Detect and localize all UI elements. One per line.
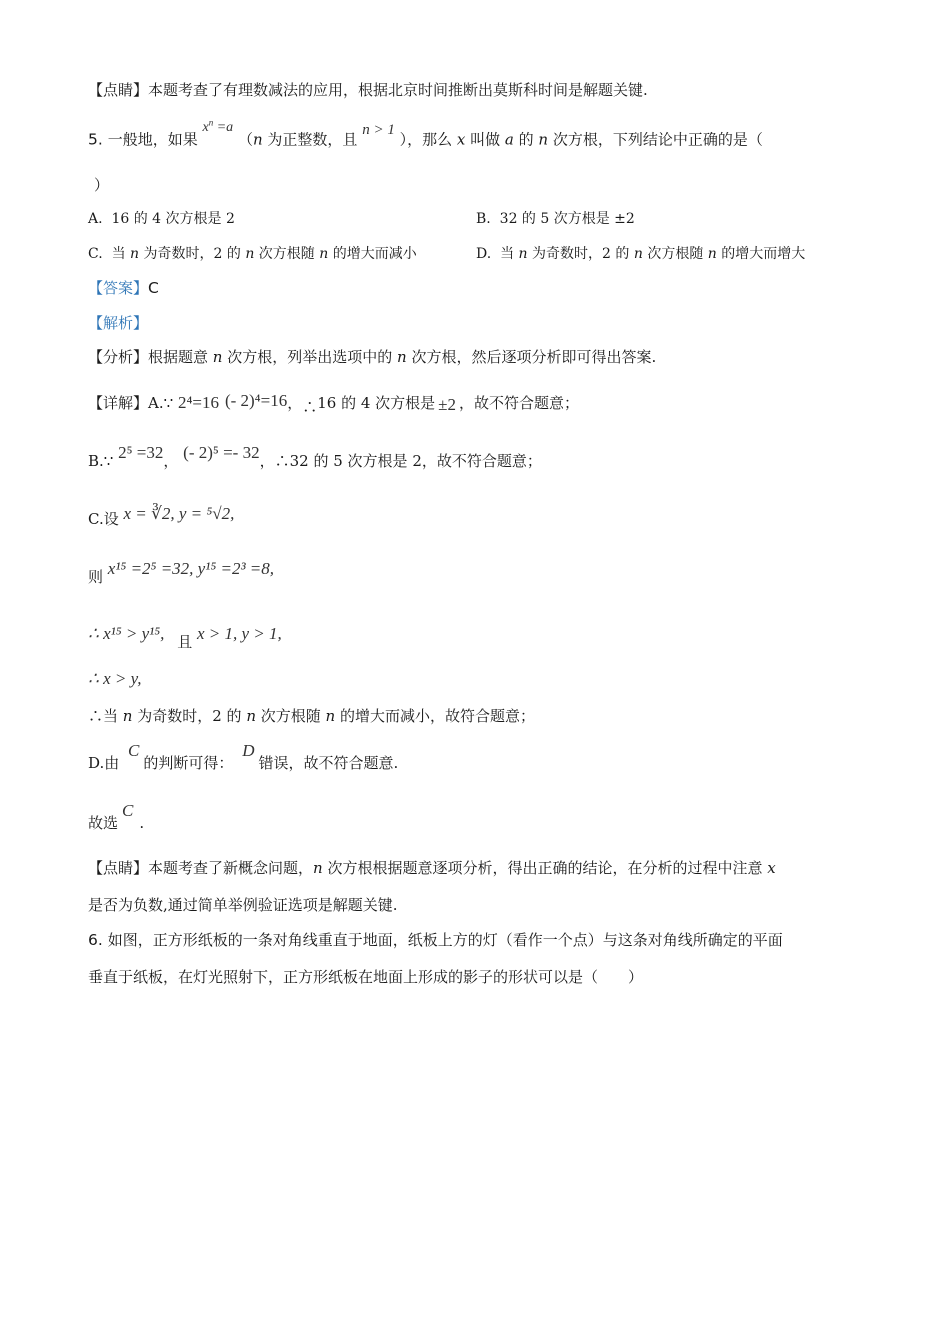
- option-d-t1: 当: [500, 246, 519, 262]
- option-d-letter: D.: [476, 246, 492, 262]
- xiangjie-t1: 16 的 4 次方根是: [317, 394, 436, 412]
- xiangjie-a-prefix: A.∵: [148, 394, 178, 412]
- line-c5: [88, 705, 535, 727]
- dianjing2-line-1: [88, 857, 776, 879]
- option-c-n3: n: [319, 246, 329, 262]
- option-b-letter: B.: [476, 211, 491, 227]
- line-d-d: D: [242, 741, 255, 760]
- option-c-letter: C.: [88, 246, 103, 262]
- option-c-t1: 当: [111, 246, 131, 262]
- option-a-text: 16 的 4 次方根是 2: [111, 211, 235, 227]
- question-6-number: 6.: [88, 931, 108, 949]
- guxuan-end: .: [139, 814, 145, 832]
- question-5-number: 5.: [88, 130, 108, 149]
- line-c5-n2: n: [246, 707, 256, 725]
- question-6-line-1: [88, 929, 783, 951]
- fenxi-t2: 次方根，列举出选项中的: [222, 348, 398, 366]
- q5-text-5: 叫做: [470, 130, 501, 149]
- dianjing2-line-2: 是否为负数,通过简单举例验证选项是解题关键.: [88, 896, 398, 914]
- q5-text-7: 次方根，下列结论中正确的是（: [552, 130, 763, 149]
- q5-text-4: ），那么: [399, 130, 453, 149]
- option-b-text: 32 的 5 次方根是 ±2: [499, 211, 635, 227]
- dianjing2-label: 【点睛】: [88, 859, 149, 877]
- dianjing-label: 【点睛】: [88, 81, 149, 99]
- line-d-prefix: D.由: [88, 754, 120, 772]
- line-c3-math-2: x > 1, y > 1,: [196, 624, 282, 643]
- option-c-n2: n: [245, 246, 255, 262]
- option-c-t4: 的增大而减小: [328, 246, 417, 262]
- q5-text-6: 的: [518, 130, 534, 149]
- option-b[interactable]: [476, 208, 635, 230]
- line-b-sep1: ，: [163, 452, 179, 470]
- line-b-t1: ∴32 的 5 次方根是 2，故不符合题意；: [274, 452, 542, 470]
- q5-math-power: [202, 117, 234, 135]
- analysis-label: 【解析】: [88, 314, 149, 332]
- q5-math-n-gt-1: n > 1: [362, 121, 395, 138]
- question-6-line-2: 垂直于纸板，在灯光照射下，正方形纸板在地面上形成的影子的形状可以是（ ）: [88, 968, 644, 986]
- xiangjie-label: 【详解】: [88, 394, 149, 412]
- line-c5-n1: n: [122, 707, 133, 725]
- option-d-n3: n: [707, 246, 717, 262]
- fenxi-n2: n: [397, 348, 407, 366]
- fenxi-t1: 根据题意: [148, 348, 213, 366]
- xiangjie-pm2: ±2: [438, 395, 457, 414]
- q5-text-3: 为正整数，且: [262, 130, 358, 149]
- fenxi-t3: 次方根，然后逐项分析即可得出答案.: [406, 348, 657, 366]
- question-6-t1: 如图，正方形纸板的一条对角线重直于地面，纸板上方的灯（看作一个点）与这条对角线所确定的平面: [107, 931, 783, 949]
- dianjing-line: [88, 79, 648, 101]
- line-c5-t4: 的增大而减小，故符合题意；: [335, 707, 535, 725]
- xiangjie-a-line: [88, 392, 579, 414]
- dianjing2-n: n: [313, 859, 323, 877]
- line-b-prefix: B.∵: [88, 452, 119, 470]
- answer-line: [88, 277, 159, 299]
- option-d-t4: 的增大而增大: [716, 246, 806, 262]
- option-d[interactable]: [476, 243, 805, 265]
- question-5-stem: [88, 117, 763, 153]
- line-b-math-2: (- 2)⁵ =- 32: [183, 443, 260, 462]
- line-d-t1: 的判断可得：: [143, 754, 234, 772]
- line-c5-t2: 为奇数时，2 的: [132, 707, 247, 725]
- line-c4-math: ∴ x > y,: [88, 669, 142, 688]
- line-c5-t3: 次方根随: [255, 707, 326, 725]
- guxuan-line: [88, 801, 145, 834]
- q5-var-n2: n: [533, 130, 553, 149]
- line-c1-math: x = ∛2, y = ⁵√2,: [123, 504, 235, 523]
- line-d-t2: 错误，故不符合题意.: [258, 754, 399, 772]
- fenxi-n1: n: [212, 348, 223, 366]
- line-b-math-1: 2⁵ =32: [118, 443, 164, 462]
- xiangjie-math-2: (- 2)⁴=16: [224, 391, 288, 410]
- line-c3-math-1: ∴ x¹⁵ > y¹⁵,: [88, 624, 165, 643]
- xiangjie-therefore: ∴: [302, 398, 318, 416]
- q5-math-rest: =a: [213, 119, 234, 135]
- line-c2-math: x¹⁵ =2⁵ =32, y¹⁵ =2³ =8,: [107, 559, 275, 578]
- line-c1-prefix: C.设: [88, 510, 124, 528]
- answer-value: C: [148, 279, 159, 297]
- option-a[interactable]: [88, 208, 235, 230]
- answer-label: 【答案】: [88, 279, 149, 297]
- option-d-n2: n: [633, 246, 643, 262]
- line-b-sep2: ，: [259, 452, 275, 470]
- q5-close-paren: ）: [94, 176, 110, 194]
- q5-var-x: x: [452, 130, 471, 149]
- guxuan-text: 故选: [88, 814, 119, 832]
- q5-math-base: x: [202, 119, 209, 135]
- xiangjie-t2: ，故不符合题意；: [459, 394, 580, 412]
- dianjing2-t1: 本题考查了新概念问题，: [148, 859, 314, 877]
- guxuan-c: C: [122, 801, 134, 820]
- line-c1: [88, 504, 235, 530]
- line-c2-prefix: 则: [88, 568, 108, 586]
- dianjing2-x: x: [762, 859, 776, 877]
- line-c5-t1: ∴当: [88, 707, 123, 725]
- option-d-t2: 为奇数时，2 的: [527, 246, 634, 262]
- q5-text-1: 一般地，如果: [107, 130, 198, 149]
- option-a-letter: A.: [88, 211, 103, 227]
- fenxi-label: 【分析】: [88, 348, 149, 366]
- option-c-t3: 次方根随: [254, 246, 320, 262]
- option-c-t2: 为奇数时，2 的: [139, 246, 246, 262]
- line-c4: [88, 668, 141, 690]
- line-d: [88, 741, 399, 774]
- dianjing-text: 本题考查了有理数减法的应用，根据北京时间推断出莫斯科时间是解题关键.: [148, 81, 648, 99]
- line-c5-n3: n: [325, 707, 336, 725]
- line-c3: [88, 623, 282, 651]
- line-c2: [88, 559, 275, 588]
- line-c3-qie: 且: [177, 633, 193, 651]
- line-d-c: C: [128, 741, 140, 760]
- option-d-n1: n: [518, 246, 528, 262]
- q5-text-2: （: [237, 130, 253, 149]
- q5-math-exp: n: [208, 117, 214, 127]
- option-d-t3: 次方根随: [642, 246, 708, 262]
- q5-var-n: n: [252, 130, 263, 149]
- xiangjie-b-line: [88, 443, 542, 472]
- option-c-n1: n: [130, 246, 140, 262]
- xiangjie-sep: ，: [287, 394, 303, 412]
- q5-var-a: a: [500, 130, 519, 149]
- option-c[interactable]: [88, 243, 417, 265]
- dianjing2-t2: 次方根根据题意逐项分析，得出正确的结论，在分析的过程中注意: [322, 859, 763, 877]
- xiangjie-math-1: 2⁴=16: [177, 393, 219, 412]
- fenxi-line: [88, 346, 656, 368]
